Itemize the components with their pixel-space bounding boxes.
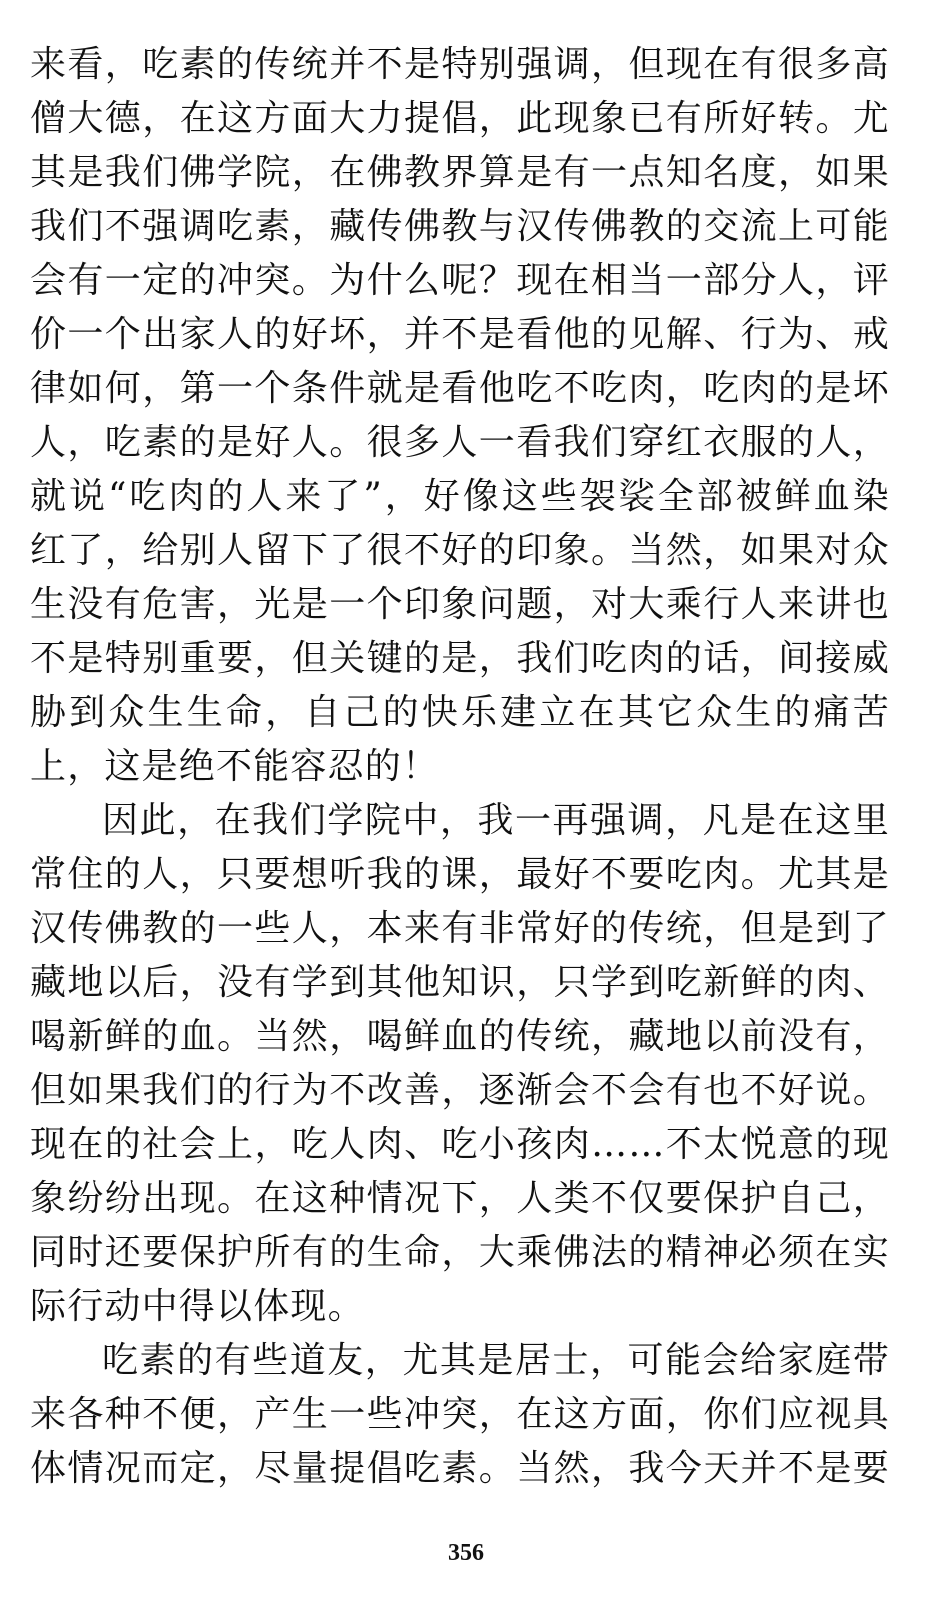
text-line: 同时还要保护所有的生命，大乘佛法的精神必须在实: [30, 1232, 890, 1273]
text-line: 上，这是绝不能容忍的！: [30, 746, 440, 787]
text-line: 但如果我们的行为不改善，逐渐会不会有也不好说。: [30, 1070, 890, 1111]
page-number: 356: [448, 1540, 484, 1566]
text-line: 僧大德，在这方面大力提倡，此现象已有所好转。尤: [30, 98, 890, 139]
paragraph-1: [30, 38, 890, 794]
paragraph-3: [30, 1334, 890, 1496]
text-line: 象纷纷出现。在这种情况下，人类不仅要保护自己，: [30, 1178, 890, 1219]
text-line: 我们不强调吃素，藏传佛教与汉传佛教的交流上可能: [30, 206, 890, 247]
text-line: 生没有危害，光是一个印象问题，对大乘行人来讲也: [30, 584, 890, 625]
text-line: 来看，吃素的传统并不是特别强调，但现在有很多高: [30, 44, 890, 85]
text-line: 汉传佛教的一些人，本来有非常好的传统，但是到了: [30, 908, 890, 949]
text-line: 其是我们佛学院，在佛教界算是有一点知名度，如果: [30, 152, 890, 193]
text-line: 人，吃素的是好人。很多人一看我们穿红衣服的人，: [30, 422, 890, 463]
text-line: 常住的人，只要想听我的课，最好不要吃肉。尤其是: [30, 854, 890, 895]
text-line: 际行动中得以体现。: [30, 1286, 365, 1327]
text-line: 律如何，第一个条件就是看他吃不吃肉，吃肉的是坏: [30, 368, 890, 409]
text-line: 体情况而定，尽量提倡吃素。当然，我今天并不是要: [30, 1448, 890, 1489]
paragraph-2: [30, 794, 890, 1334]
text-line: 会有一定的冲突。为什么呢？现在相当一部分人，评: [30, 260, 890, 301]
text-line: 不是特别重要，但关键的是，我们吃肉的话，间接威: [30, 638, 890, 679]
text-line: 现在的社会上，吃人肉、吃小孩肉……不太悦意的现: [30, 1124, 890, 1165]
body-text: [30, 38, 890, 1496]
text-line: 红了，给别人留下了很不好的印象。当然，如果对众: [30, 530, 890, 571]
text-line: 就说“吃肉的人来了”，好像这些袈裟全部被鲜血染: [30, 476, 890, 517]
text-line: 价一个出家人的好坏，并不是看他的见解、行为、戒: [30, 314, 890, 355]
text-line: 来各种不便，产生一些冲突，在这方面，你们应视具: [30, 1394, 890, 1435]
text-line: 吃素的有些道友，尤其是居士，可能会给家庭带: [102, 1340, 890, 1381]
text-line: 喝新鲜的血。当然，喝鲜血的传统，藏地以前没有，: [30, 1016, 890, 1057]
text-line: 藏地以后，没有学到其他知识，只学到吃新鲜的肉、: [30, 962, 890, 1003]
text-line: 因此，在我们学院中，我一再强调，凡是在这里: [102, 800, 890, 841]
text-line: 胁到众生生命，自己的快乐建立在其它众生的痛苦: [30, 692, 890, 733]
